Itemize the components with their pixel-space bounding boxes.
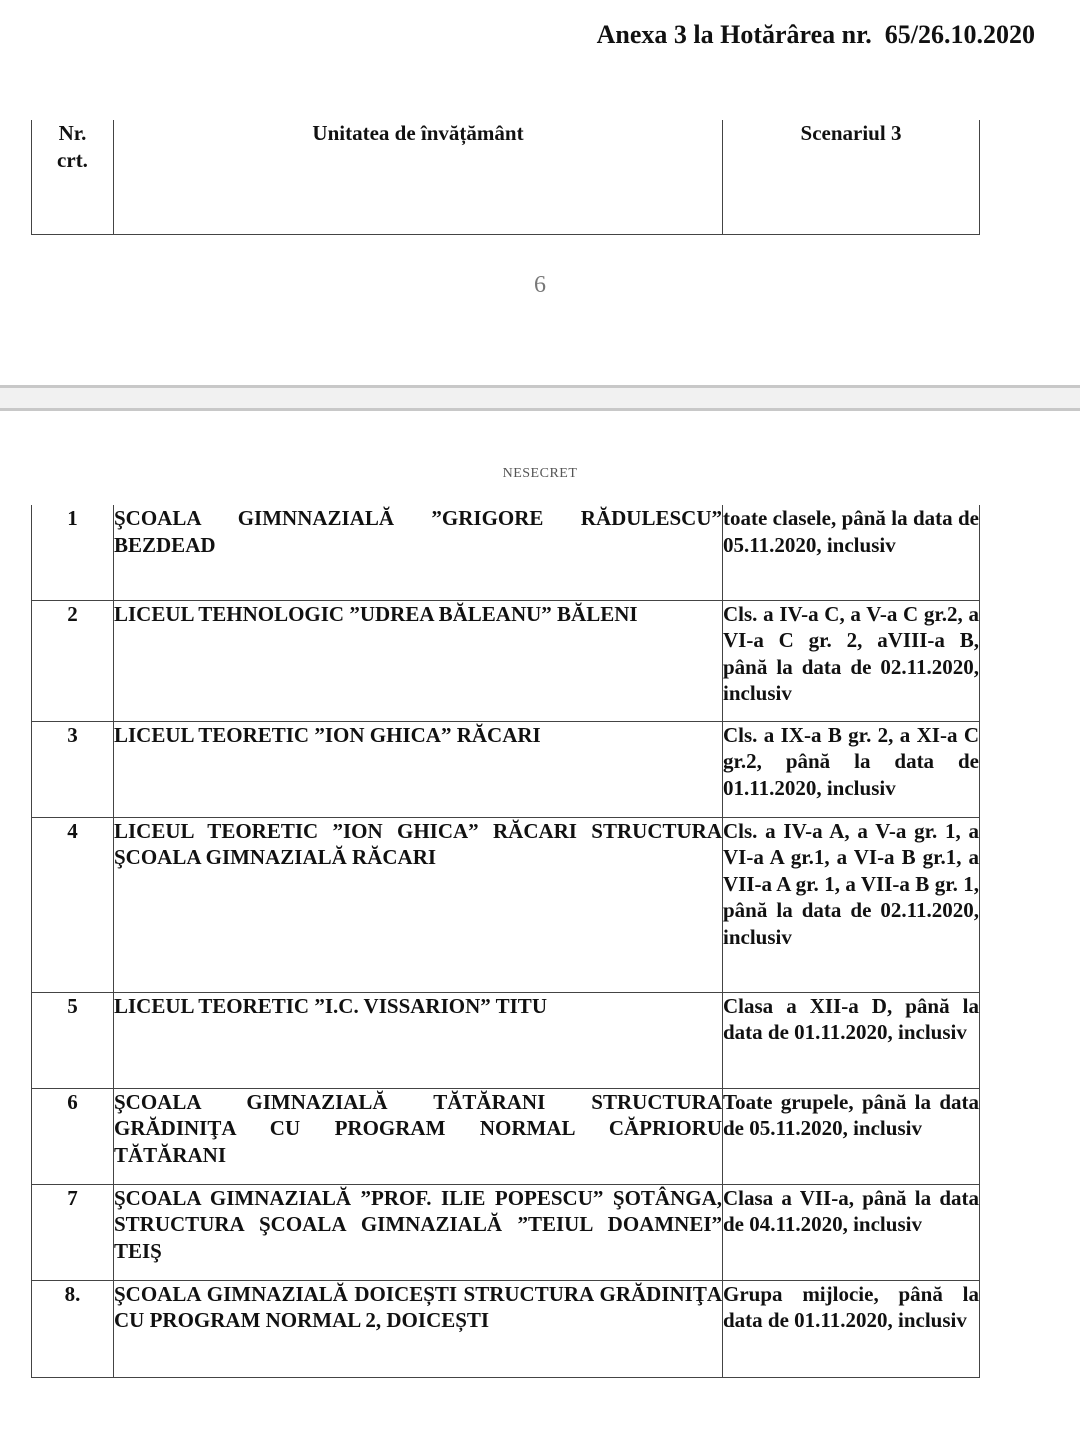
- row-unit: LICEUL TEORETIC ”ION GHICA” RĂCARI STRUCTURA ŞCOALA GIMNAZIALĂ RĂCARI: [114, 817, 723, 992]
- table-row: [32, 1280, 980, 1377]
- row-number: 8.: [32, 1280, 114, 1377]
- row-scenario: Cls. a IV-a A, a V-a gr. 1, a VI-a A gr.1, a VI-a B gr.1, a VII-a A gr. 1, a VII-a B gr. 1, până la data de 02.11.2020, inclusiv: [723, 817, 980, 992]
- row-scenario: Clasa a VII-a, până la data de 04.11.2020, inclusiv: [723, 1184, 980, 1280]
- table-row: [32, 1088, 980, 1184]
- table-row: [32, 600, 980, 721]
- row-scenario: Clasa a XII-a D, până la data de 01.11.2020, inclusiv: [723, 992, 980, 1088]
- page-separator: [0, 385, 1080, 411]
- row-scenario: toate clasele, până la data de 05.11.2020, inclusiv: [723, 505, 980, 600]
- row-scenario: Toate grupele, până la data de 05.11.2020, inclusiv: [723, 1088, 980, 1184]
- row-unit: LICEUL TEHNOLOGIC ”UDREA BĂLEANU” BĂLENI: [114, 600, 723, 721]
- row-scenario: Grupa mijlocie, până la data de 01.11.2020, inclusiv: [723, 1280, 980, 1377]
- column-header-scenario: Scenariul 3: [723, 120, 980, 235]
- table-row: [32, 1184, 980, 1280]
- row-scenario: Cls. a IX-a B gr. 2, a XI-a C gr.2, până la data de 01.11.2020, inclusiv: [723, 721, 980, 817]
- row-number: 3: [32, 721, 114, 817]
- page-number: 6: [534, 272, 546, 298]
- column-header-nr: [32, 120, 114, 235]
- row-number: 6: [32, 1088, 114, 1184]
- row-scenario: Cls. a IV-a C, a V-a C gr.2, a VI-a C gr. 2, aVIII-a B, până la data de 02.11.2020, inclusiv: [723, 600, 980, 721]
- row-number: 1: [32, 505, 114, 600]
- row-unit: ŞCOALA GIMNAZIALĂ TĂTĂRANI STRUCTURA GRĂDINIŢA CU PROGRAM NORMAL CĂPRIORU TĂTĂRANI: [114, 1088, 723, 1184]
- row-unit: ŞCOALA GIMNAZIALĂ DOICEȘTI STRUCTURA GRĂDINIŢA CU PROGRAM NORMAL 2, DOICEȘTI: [114, 1280, 723, 1377]
- table-row: [32, 817, 980, 992]
- row-number: 5: [32, 992, 114, 1088]
- table-row: [32, 505, 980, 600]
- row-number: 2: [32, 600, 114, 721]
- column-header-unit: Unitatea de învățământ: [114, 120, 723, 235]
- classification-label: NESECRET: [502, 466, 578, 481]
- table-row: [32, 992, 980, 1088]
- row-number: 4: [32, 817, 114, 992]
- row-unit: LICEUL TEORETIC ”I.C. VISSARION” TITU: [114, 992, 723, 1088]
- row-unit: ŞCOALA GIMNAZIALĂ ”PROF. ILIE POPESCU” ŞOTÂNGA, STRUCTURA ŞCOALA GIMNAZIALĂ ”TEIUL DOAMNEI” TEIŞ: [114, 1184, 723, 1280]
- annex-title: Anexa 3 la Hotărârea nr. 65/26.10.2020: [596, 20, 1035, 49]
- row-unit: ŞCOALA GIMNNAZIALĂ ”GRIGORE RĂDULESCU” BEZDEAD: [114, 505, 723, 600]
- schools-table: [31, 505, 980, 1378]
- row-number: 7: [32, 1184, 114, 1280]
- row-unit: LICEUL TEORETIC ”ION GHICA” RĂCARI: [114, 721, 723, 817]
- column-header-nr-text: Nr. crt.: [57, 121, 88, 172]
- table-header: [31, 120, 980, 235]
- table-row: [32, 721, 980, 817]
